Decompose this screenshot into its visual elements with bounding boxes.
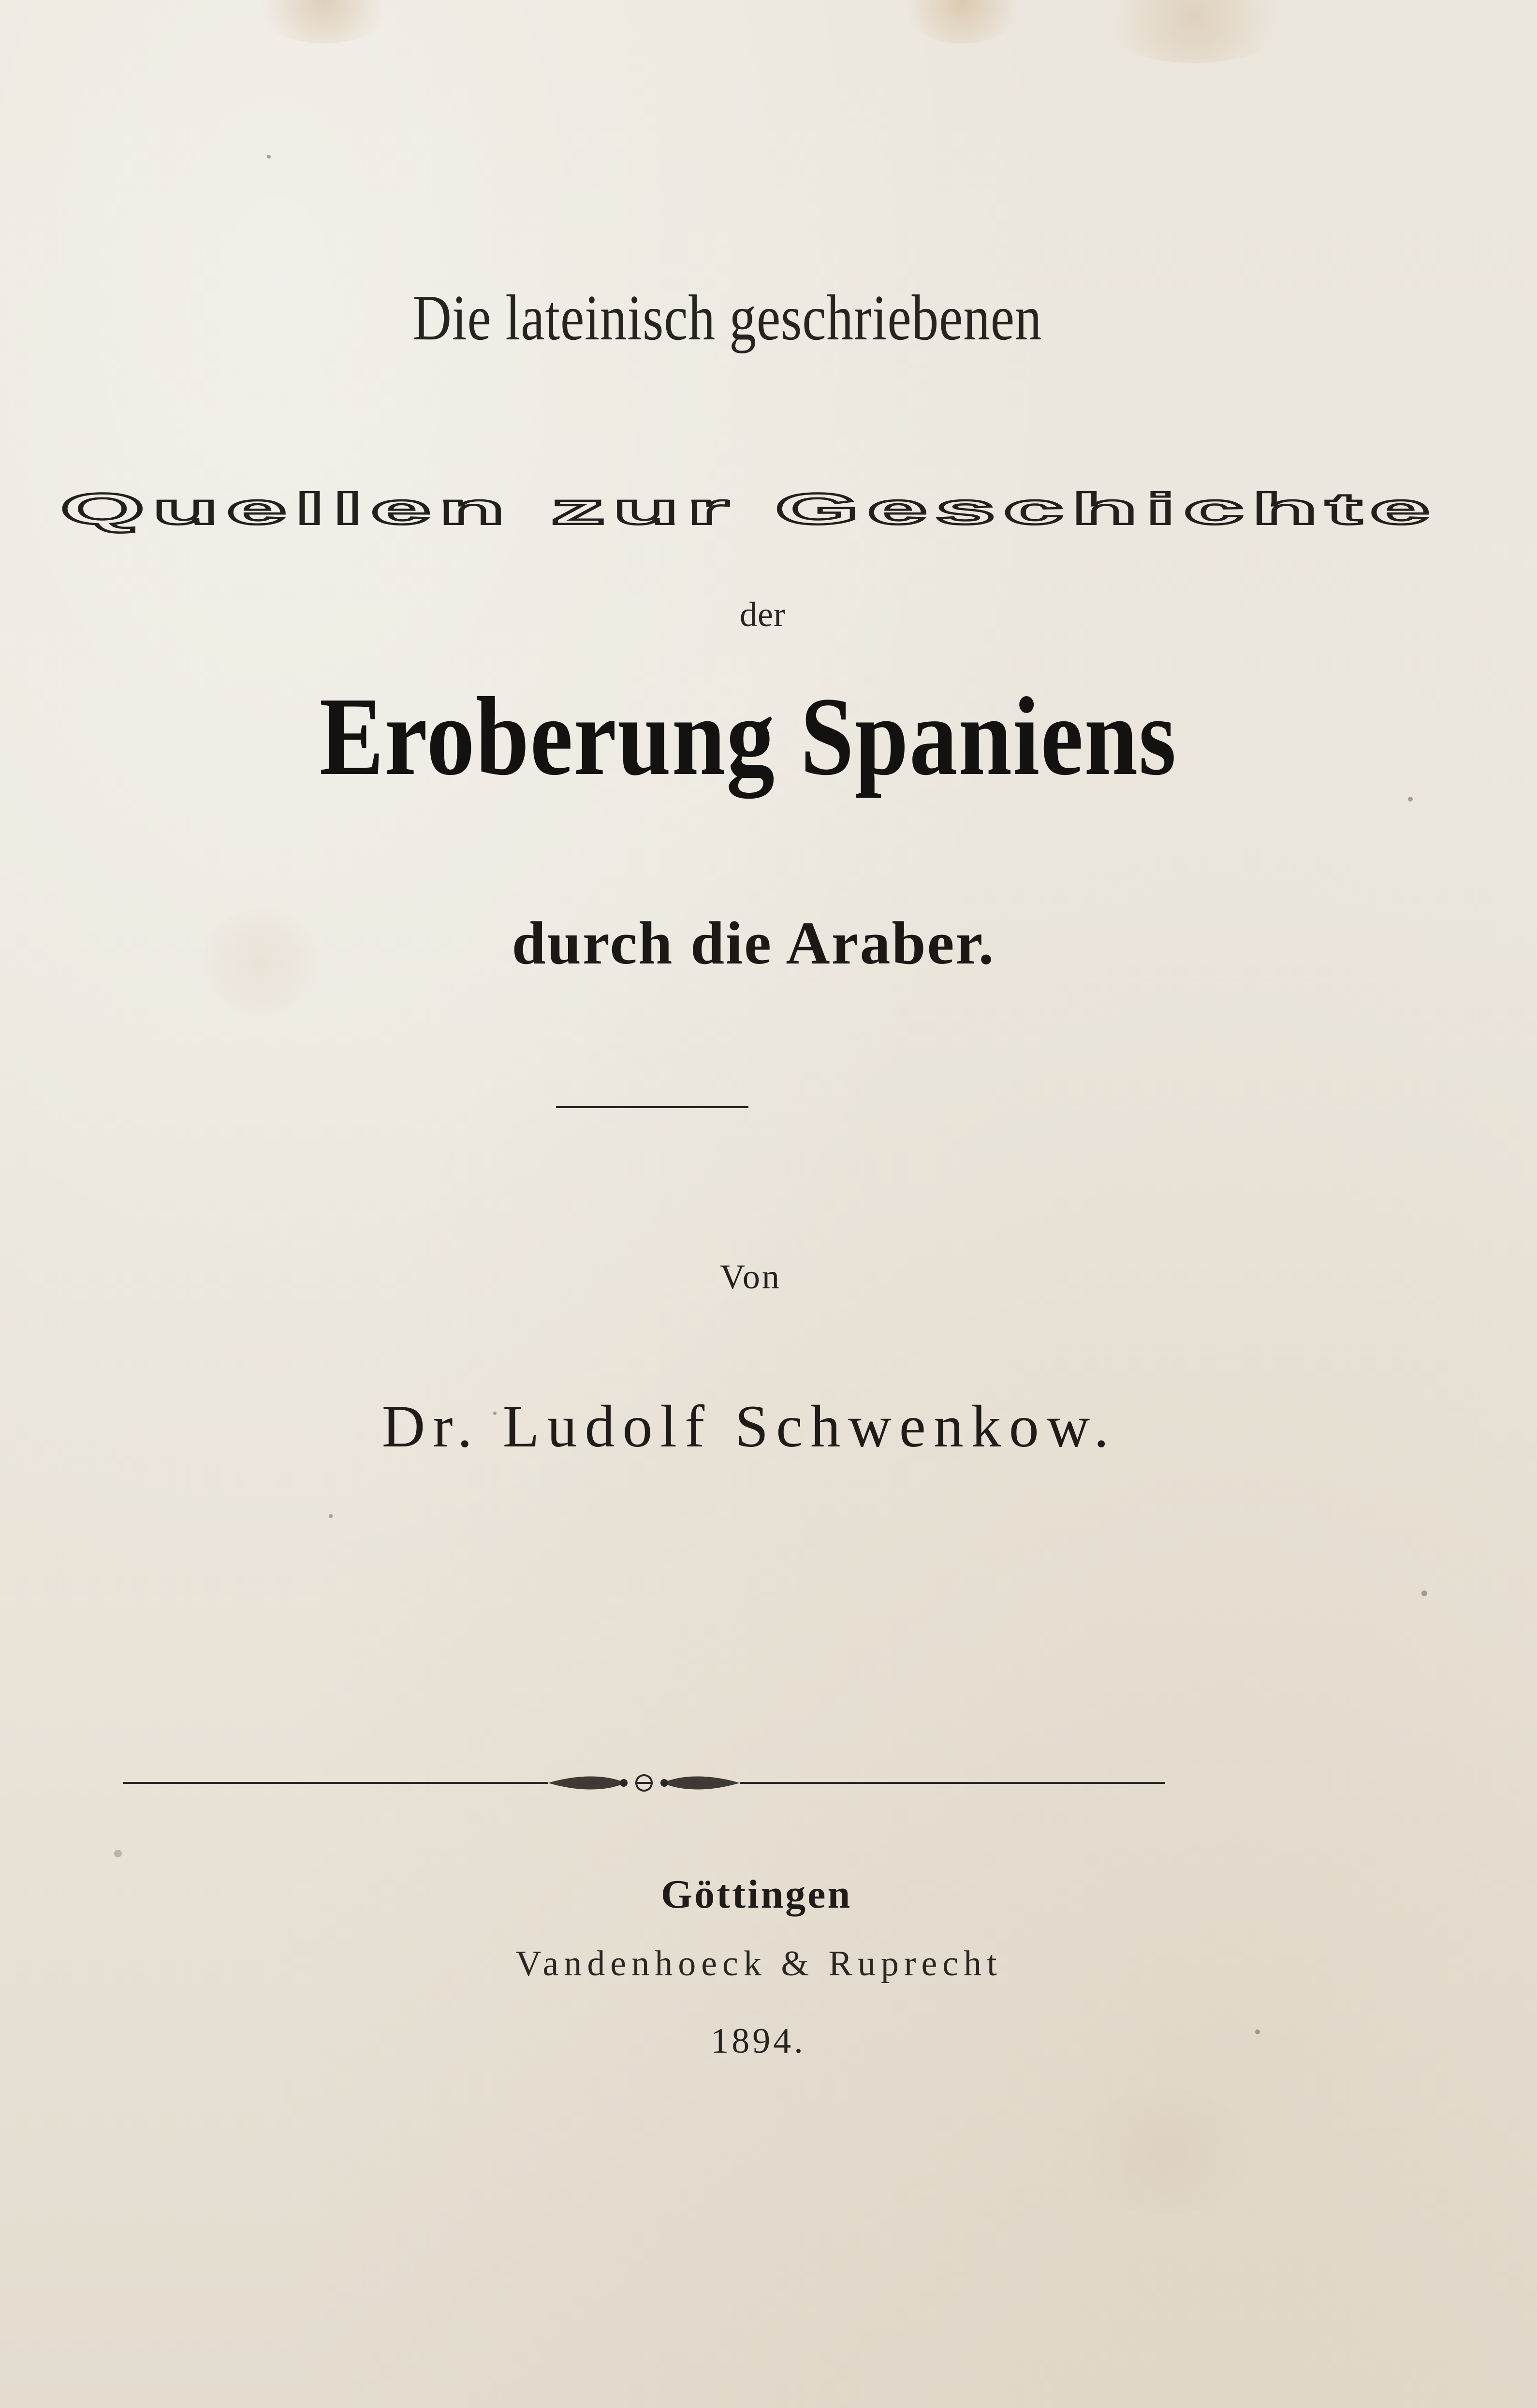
paper-speck (267, 155, 271, 159)
publication-year: 1894. (711, 2021, 806, 2061)
subtitle-top: Die lateinisch geschriebenen (412, 282, 1042, 353)
ornamental-rule-icon (123, 1769, 1165, 1796)
von-label: Von (720, 1257, 781, 1296)
publisher-city: Göttingen (660, 1872, 852, 1917)
short-rule-icon (556, 1106, 748, 1108)
paper-speck (1421, 1591, 1427, 1596)
paper-stain (1073, 2088, 1257, 2214)
title-outline: Quellen zur Geschichte (60, 484, 1438, 534)
paper-speck (114, 1850, 122, 1857)
paper-stain (1093, 0, 1296, 63)
paper-stain (899, 0, 1025, 44)
paper-stain (251, 0, 396, 44)
main-title: Eroberung Spaniens (319, 674, 1177, 799)
title-der: der (740, 595, 786, 634)
title-sub: durch die Araber. (512, 910, 995, 977)
paper-speck (329, 1514, 333, 1518)
author-name: Dr. Ludolf Schwenkow. (381, 1393, 1117, 1459)
publisher-name: Vandenhoeck & Ruprecht (515, 1944, 1002, 1984)
